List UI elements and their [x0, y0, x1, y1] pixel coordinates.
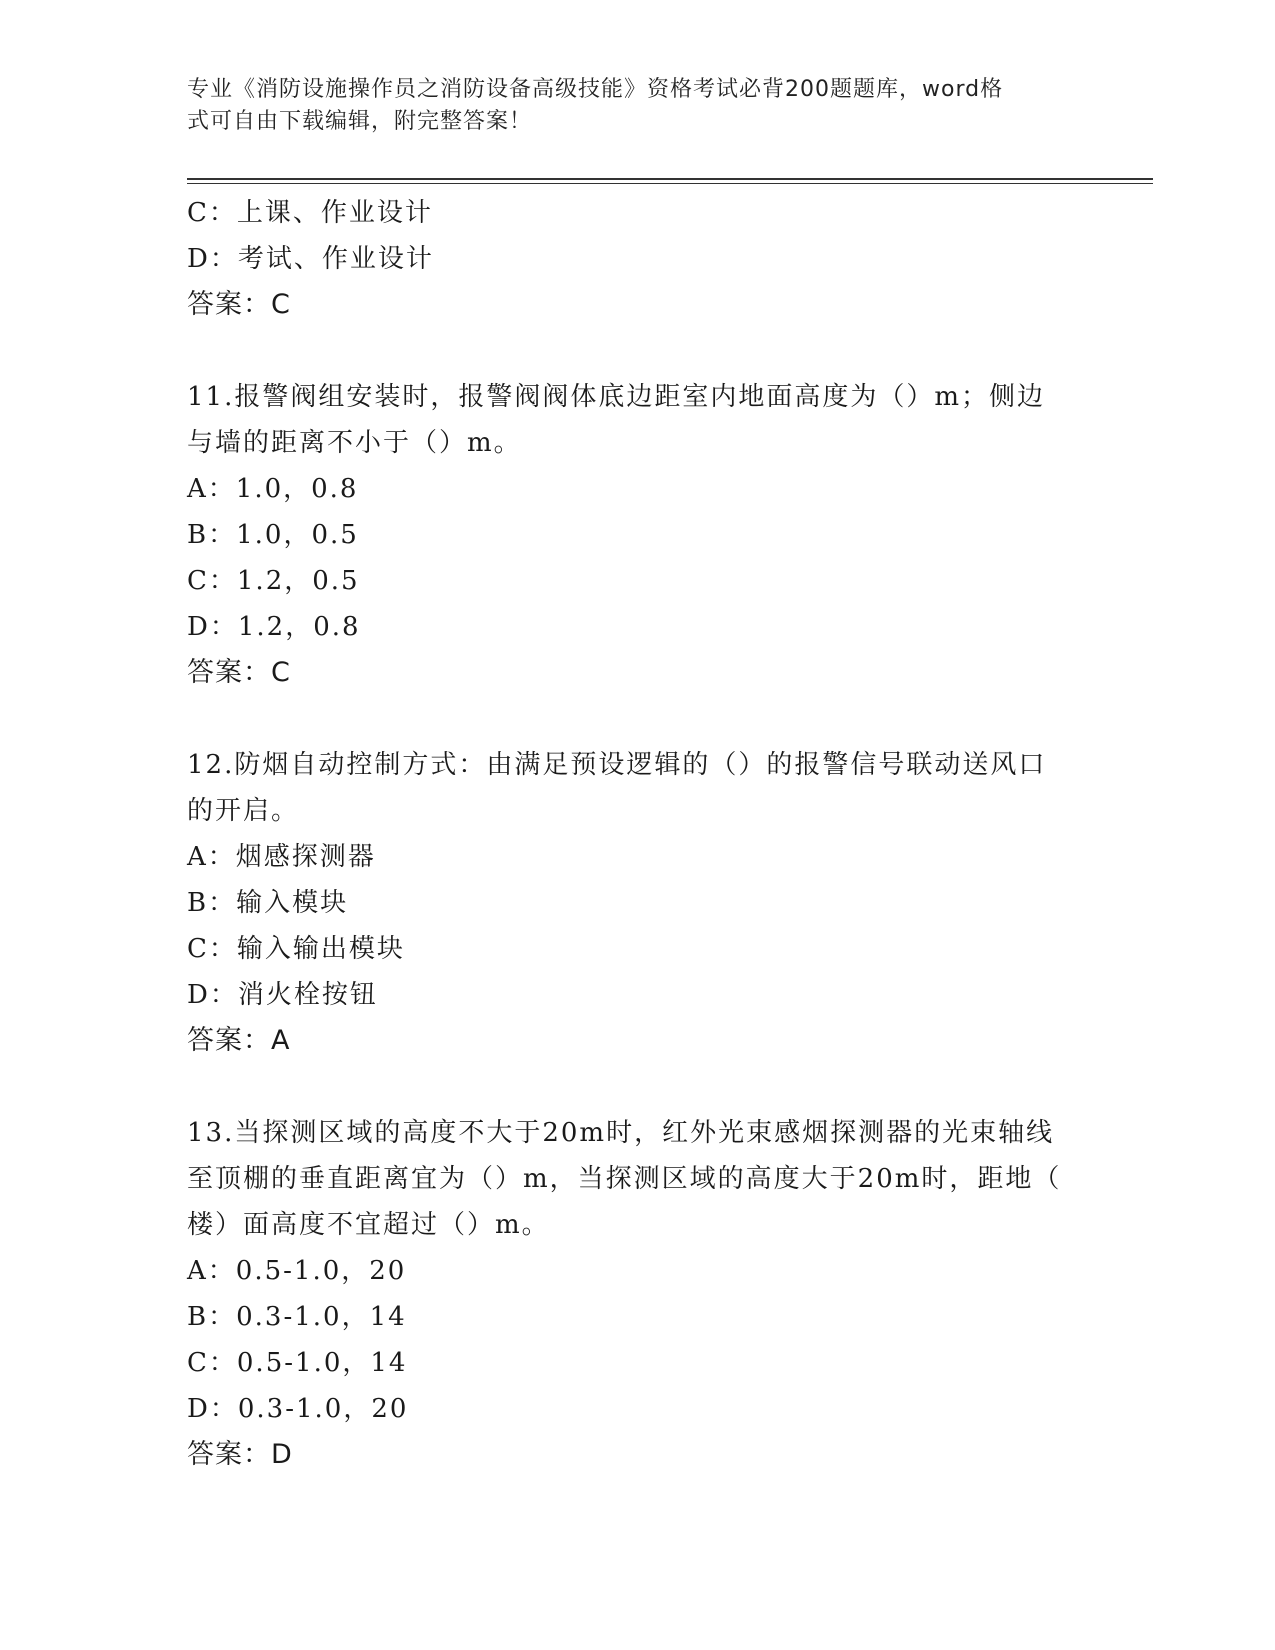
option-d: D：0.3-1.0，20	[187, 1394, 409, 1424]
document-header	[187, 74, 1067, 138]
question-stem-line: 楼）面高度不宜超过（）m。	[187, 1210, 550, 1240]
option-a: A：0.5-1.0，20	[187, 1256, 407, 1286]
option-c: C：1.2，0.5	[187, 566, 360, 596]
question-13	[187, 1110, 1087, 1478]
option-c: C：上课、作业设计	[187, 198, 433, 228]
question-stem-line: 12.防烟自动控制方式：由满足预设逻辑的（）的报警信号联动送风口	[187, 750, 1047, 780]
question-12	[187, 742, 1087, 1064]
question-stem-line: 至顶棚的垂直距离宜为（）m，当探测区域的高度大于20m时，距地（	[187, 1164, 1062, 1194]
question-11	[187, 374, 1087, 696]
header-line-1: 专业《消防设施操作员之消防设备高级技能》资格考试必背200题题库，word格	[187, 77, 1004, 102]
question-stem-line: 11.报警阀组安装时，报警阀阀体底边距室内地面高度为（）m；侧边	[187, 382, 1046, 412]
option-b: B：输入模块	[187, 888, 349, 918]
question-content	[187, 190, 1087, 1478]
option-d: D：考试、作业设计	[187, 244, 434, 274]
spacer	[187, 696, 1087, 742]
header-divider-thin	[187, 183, 1153, 184]
option-d: D：1.2，0.8	[187, 612, 361, 642]
option-c: C：0.5-1.0，14	[187, 1348, 408, 1378]
option-d: D：消火栓按钮	[187, 980, 378, 1010]
answer-line: 答案：A	[187, 1025, 291, 1056]
question-stem-line: 的开启。	[187, 796, 300, 826]
option-c: C：输入输出模块	[187, 934, 405, 964]
header-line-2: 式可自由下载编辑，附完整答案！	[187, 109, 533, 134]
answer-line: 答案：D	[187, 1439, 293, 1470]
answer-line: 答案：C	[187, 289, 291, 320]
option-b: B：0.3-1.0，14	[187, 1302, 407, 1332]
option-a: A：1.0，0.8	[187, 474, 359, 504]
option-a: A：烟感探测器	[187, 842, 376, 872]
answer-line: 答案：C	[187, 657, 291, 688]
header-divider-thick	[187, 178, 1153, 180]
spacer	[187, 1064, 1087, 1110]
question-stem-line: 13.当探测区域的高度不大于20m时，红外光束感烟探测器的光束轴线	[187, 1118, 1055, 1148]
question-10-tail	[187, 190, 1087, 328]
question-stem-line: 与墙的距离不小于（）m。	[187, 428, 522, 458]
spacer	[187, 328, 1087, 374]
option-b: B：1.0，0.5	[187, 520, 359, 550]
